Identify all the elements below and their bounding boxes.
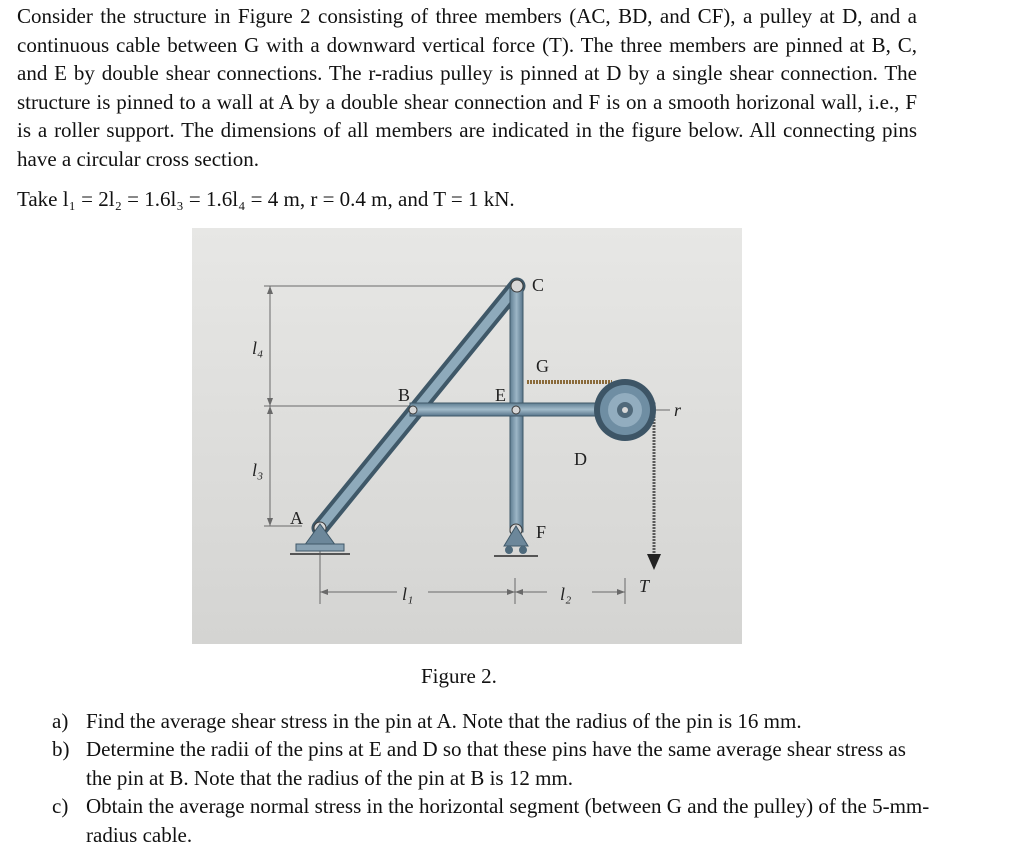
label-C: C bbox=[532, 275, 545, 295]
label-l4: l₄ bbox=[252, 338, 264, 358]
label-l2: l₂ bbox=[560, 584, 572, 604]
figure-background bbox=[192, 228, 742, 644]
label-l3: l₃ bbox=[252, 460, 264, 480]
label-G: G bbox=[536, 356, 549, 376]
question-b bbox=[52, 735, 932, 792]
given-prefix: Take bbox=[17, 187, 63, 211]
figure-2-diagram bbox=[192, 228, 742, 644]
question-text: Determine the radii of the pins at E and D so that these pins have the same average shear stress as the pin at B. Note that the radius of the pin at B is 12 mm. bbox=[86, 737, 906, 790]
pin-C bbox=[511, 280, 523, 292]
question-label: b) bbox=[52, 737, 70, 761]
question-label: a) bbox=[52, 709, 69, 733]
label-l1: l₁ bbox=[402, 584, 414, 604]
question-text: Obtain the average normal stress in the horizontal segment (between G and the pulley) of the 5-mm-radius cable. bbox=[86, 794, 930, 847]
pin-E bbox=[512, 406, 520, 414]
question-text: Find the average shear stress in the pin at A. Note that the radius of the pin is 16 mm. bbox=[86, 709, 802, 733]
label-T: T bbox=[639, 576, 650, 596]
question-a bbox=[52, 707, 932, 736]
problem-statement: Consider the structure in Figure 2 consisting of three members (AC, BD, and CF), a pulley at D, and a continuous cable between G with a downward vertical force (T). The three members are pinned at B, C, and E by double shear connections. The r-radius pulley is pinned at D by a single shear connection. The structure is pinned to a wall at A by a double shear connection and F is on a smooth horizonal wall, i.e., F is a roller support. The dimensions of all members are indicated in the figure below. All connecting pins have a circular cross section. bbox=[17, 4, 917, 171]
label-A: A bbox=[290, 508, 303, 528]
figure-caption: Figure 2. bbox=[421, 664, 497, 688]
label-D: D bbox=[574, 449, 587, 469]
question-label: c) bbox=[52, 794, 69, 818]
label-F: F bbox=[536, 522, 547, 542]
given-equation: l₁ = 2l₂ = 1.6l₃ = 1.6l₄ = 4 m, r = 0.4 m, and T = 1 kN. bbox=[62, 187, 515, 211]
pin-B bbox=[409, 406, 417, 414]
label-B: B bbox=[398, 385, 411, 405]
question-c bbox=[52, 792, 932, 849]
given-values bbox=[17, 185, 515, 213]
label-E: E bbox=[495, 385, 506, 405]
label-r: r bbox=[674, 400, 682, 420]
pulley-D bbox=[594, 379, 656, 441]
